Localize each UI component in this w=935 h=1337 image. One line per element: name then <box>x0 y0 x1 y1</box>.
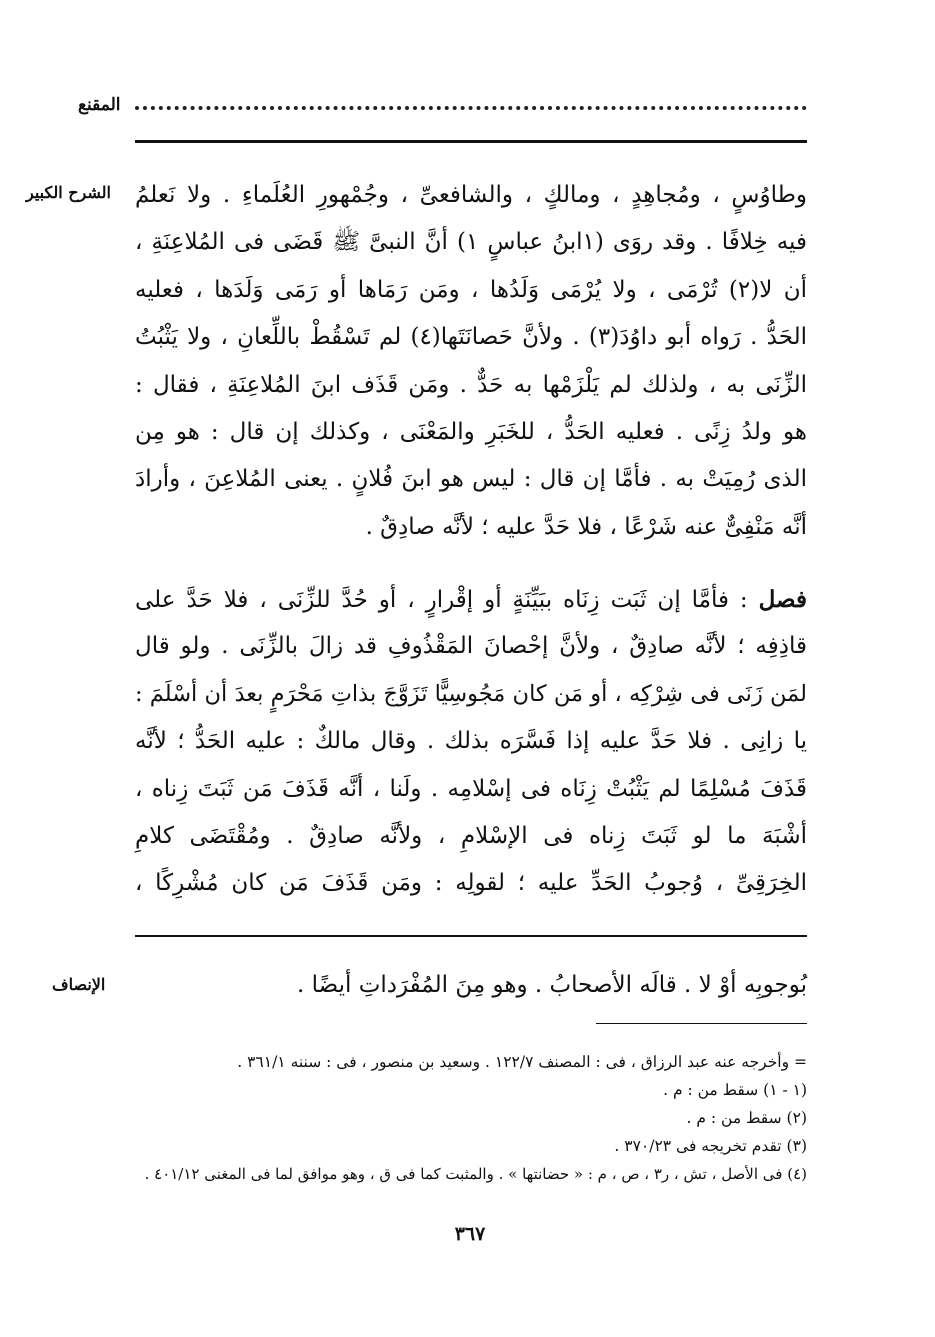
fasl-section <box>135 576 807 908</box>
side-label-sharh: الشرح الكبير <box>26 183 111 202</box>
fasl-first-line <box>135 576 807 623</box>
footnote: (١ - ١) سقط من : م . <box>663 1081 807 1099</box>
sharh-main-text <box>135 172 807 551</box>
footnote: (٢) سقط من : م . <box>686 1109 807 1127</box>
footnote: (٤) فى الأصل ، تش ، ر٣ ، ص ، م : « حضانتها » . والمثبت كما فى ق ، وهو موافق لما فى المغنى ٤٠١/١٢ . <box>144 1165 807 1183</box>
text-line: قاذِفِه ؛ لأنَّه صادِقٌ ، ولأنَّ إحْصانَ المَقْذُوفِ قد زالَ بالزِّنَى . ولو قال <box>135 633 807 660</box>
side-label-insaf: الإنصاف <box>52 975 106 994</box>
text-line: الخِرَقِىِّ ، وُجوبُ الحَدِّ عليه ؛ لقولِه : ومَن قَذَفَ مَن كان مُشْرِكًا ، <box>135 870 807 897</box>
fasl-heading: فصل <box>758 586 807 613</box>
text-line: يا زانِى . فلا حَدَّ عليه إذا فَسَّرَه بذلك . وقال مالكٌ : عليه الحَدُّ ؛ لأنَّه <box>135 728 807 755</box>
text-line: أشْبَهَ ما لو ثَبَتَ زِناه فى الإسْلامِ ، ولأنَّه صادِقٌ . ومُقْتَضَى كلامِ <box>135 822 807 849</box>
text-line: فيه خِلافًا . وقد روَى (١ابنُ عباسٍ ١) أنَّ النبىَّ ﷺ قَضَى فى المُلاعِنَةِ ، <box>135 229 807 256</box>
text-line: لمَن زَنَى فى شِرْكِه ، أو مَن كان مَجُوسِيًّا تَزَوَّجَ بذاتِ مَحْرَمٍ بعدَ أن أسْلَمَ : <box>135 680 807 707</box>
footnote: = وأخرجه عنه عبد الرزاق ، فى : المصنف ١٢٢/٧ . وسعيد بن منصور ، فى : سننه ٣٦١/١ . <box>237 1053 807 1071</box>
section-divider <box>135 935 807 937</box>
text-line: أنَّه مَنْفِىٌّ عنه شَرْعًا ، فلا حَدَّ عليه ؛ لأنَّه صادِقٌ . <box>365 513 807 540</box>
footnote: (٣) تقدم تخريجه فى ٣٧٠/٢٣ . <box>614 1137 807 1155</box>
text-line: الزِّنَى به ، ولذلك لم يَلْزَمْها به حَدٌّ . ومَن قَذَف ابنَ المُلاعِنَةِ ، فقال : <box>135 371 807 398</box>
header-rule <box>135 140 807 143</box>
text-line: وطاوُسٍ ، ومُجاهِدٍ ، ومالكٍ ، والشافعىِّ ، وجُمْهورِ العُلَماءِ . ولا نَعلمُ <box>135 182 807 208</box>
text-line: أن لا(٢) تُرْمَى ، ولا يُرْمَى وَلَدُها ، ومَن رَمَاها أو رَمَى وَلَدَها ، فعليه <box>135 276 807 303</box>
footnote-divider <box>596 1023 807 1024</box>
insaf-text <box>135 962 807 1009</box>
header-dotted-leader <box>135 96 807 110</box>
text-line: قَذَفَ مُسْلِمًا لم يَثْبُتْ زِنَاه فى إسْلامِه . ولَنا ، أنَّه قَذَفَ مَن ثَبَتَ زِناه ، <box>135 775 807 802</box>
insaf-line: بُوجوبِه أوْ لا . قالَه الأصحابُ . وهو مِنَ المُفْرَداتِ أيضًا . <box>297 972 807 998</box>
text-line: الذى رُمِيَتْ به . فأمَّا إن قال : ليس هو ابنَ فُلانٍ . يعنى المُلاعِنَ ، وأرادَ <box>135 466 807 493</box>
book-title-header: المقنع <box>78 95 121 115</box>
fasl-first-line-text: : فأمَّا إن ثَبَت زِنَاه ببَيِّنَةٍ أو إقْرارٍ ، أو حُدَّ للزِّنَى ، فلا حَدَّ على <box>135 587 748 613</box>
text-line: هو ولدُ زِنًى . فعليه الحَدُّ ، للخَبَرِ والمَعْنَى ، وكذلك إن قال : هو مِن <box>135 418 807 445</box>
text-line: الحَدُّ . رَواه أبو داوُدَ(٣) . ولأنَّ حَصانَتَها(٤) لم تَسْقُطْ باللِّعانِ ، ولا يَثْبُتُ <box>135 324 807 351</box>
page-number: ٣٦٧ <box>454 1223 486 1245</box>
footnotes <box>135 1048 807 1188</box>
